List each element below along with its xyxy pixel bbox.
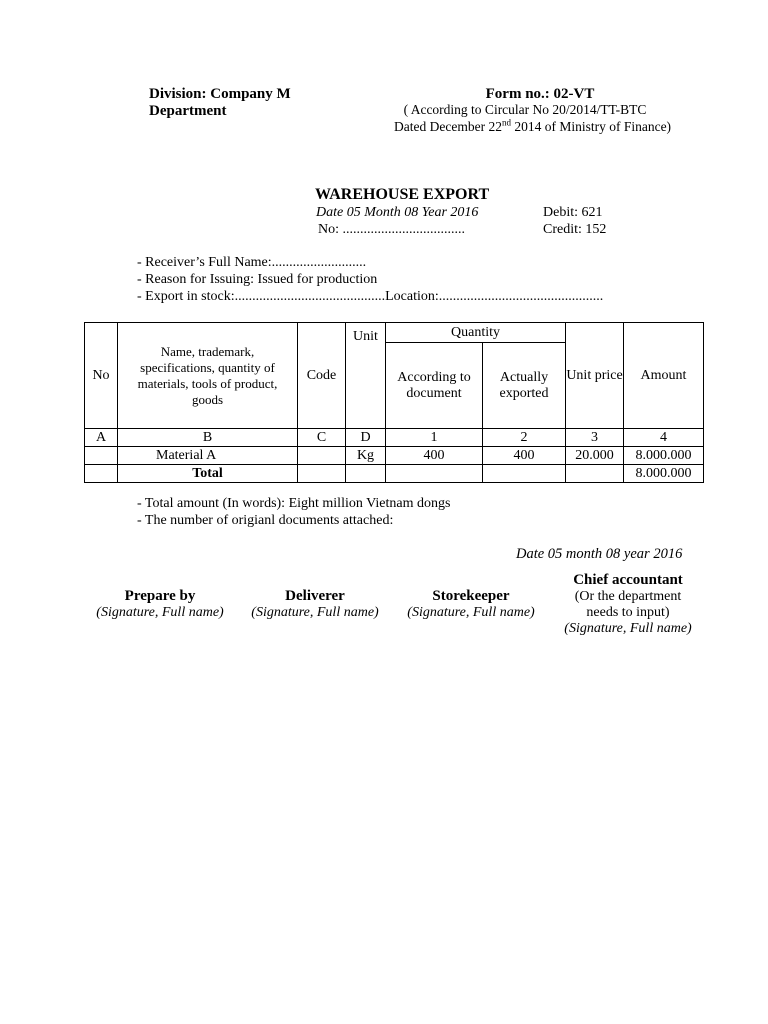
row-no — [85, 447, 118, 465]
form-number: Form no.: 02-VT — [485, 86, 595, 102]
signature-deliverer — [240, 588, 390, 621]
column-letter: 3 — [566, 429, 624, 447]
debit-account: Debit: 621 — [543, 205, 603, 220]
circular-date-main: Dated December 22 — [394, 119, 502, 134]
row-code — [298, 447, 346, 465]
total-row — [85, 465, 704, 483]
amount-in-words: - Total amount (In words): Eight million Vietnam dongs — [137, 496, 451, 511]
column-letter: 1 — [386, 429, 483, 447]
header-unit-price: Unit price — [566, 323, 624, 429]
total-empty — [386, 465, 483, 483]
header-actually-exported: Actually exported — [483, 343, 566, 429]
circular-date-suffix: nd — [501, 117, 511, 128]
row-amount: 8.000.000 — [624, 447, 704, 465]
header-amount: Amount — [624, 323, 704, 429]
row-actually: 400 — [483, 447, 566, 465]
signature-hint: (Signature, Full name) — [251, 605, 379, 620]
reason-field: - Reason for Issuing: Issued for production — [137, 272, 378, 287]
signature-title: Prepare by — [124, 588, 196, 604]
column-letter: 2 — [483, 429, 566, 447]
header-quantity: Quantity — [386, 323, 566, 343]
column-letter: D — [346, 429, 386, 447]
signature-note: (Or the department — [574, 589, 682, 604]
row-name: Material A — [118, 447, 298, 465]
signature-title: Deliverer — [285, 588, 345, 604]
circular-date — [394, 119, 671, 135]
column-letter-row — [85, 429, 704, 447]
total-empty — [298, 465, 346, 483]
total-empty — [483, 465, 566, 483]
signature-hint: (Signature, Full name) — [96, 605, 224, 620]
row-price: 20.000 — [566, 447, 624, 465]
header-code: Code — [298, 323, 346, 429]
signature-hint: (Signature, Full name) — [564, 621, 692, 636]
header-name: Name, trademark, specifications, quantity of materials, tools of product, goods — [118, 323, 298, 429]
attached-documents: - The number of origianl documents attached: — [137, 513, 394, 528]
circular-reference: ( According to Circular No 20/2014/TT-BTC — [403, 102, 647, 117]
export-location-field: - Export in stock:...........................................Location:............................................... — [137, 289, 604, 304]
document-date: Date 05 Month 08 Year 2016 — [316, 205, 479, 220]
signature-hint: (Signature, Full name) — [407, 605, 535, 620]
signature-note: needs to input) — [586, 605, 670, 620]
credit-account: Credit: 152 — [543, 222, 607, 237]
column-letter: C — [298, 429, 346, 447]
signature-prepare — [86, 588, 234, 621]
division-label: Division: Company M — [149, 86, 291, 102]
total-empty — [85, 465, 118, 483]
column-letter: A — [85, 429, 118, 447]
signature-title: Chief accountant — [573, 572, 683, 588]
document-number: No: ................................... — [318, 222, 465, 237]
row-according: 400 — [386, 447, 483, 465]
total-empty — [346, 465, 386, 483]
row-unit: Kg — [346, 447, 386, 465]
department-label: Department — [149, 103, 227, 119]
table-row — [85, 447, 704, 465]
total-amount: 8.000.000 — [624, 465, 704, 483]
header-no: No — [85, 323, 118, 429]
circular-date-rest: 2014 of Ministry of Finance) — [510, 119, 672, 134]
header-according-to-document: According to document — [386, 343, 483, 429]
footer-date: Date 05 month 08 year 2016 — [516, 546, 683, 562]
signature-title: Storekeeper — [432, 588, 510, 604]
column-letter: B — [118, 429, 298, 447]
header-unit: Unit — [346, 323, 386, 429]
signature-storekeeper — [396, 588, 546, 621]
items-table — [84, 322, 704, 483]
document-title: WAREHOUSE EXPORT — [315, 186, 490, 203]
total-label: Total — [118, 465, 298, 483]
column-letter: 4 — [624, 429, 704, 447]
receiver-field: - Receiver’s Full Name:........................... — [137, 255, 367, 270]
signature-chief-accountant — [548, 572, 708, 637]
total-empty — [566, 465, 624, 483]
